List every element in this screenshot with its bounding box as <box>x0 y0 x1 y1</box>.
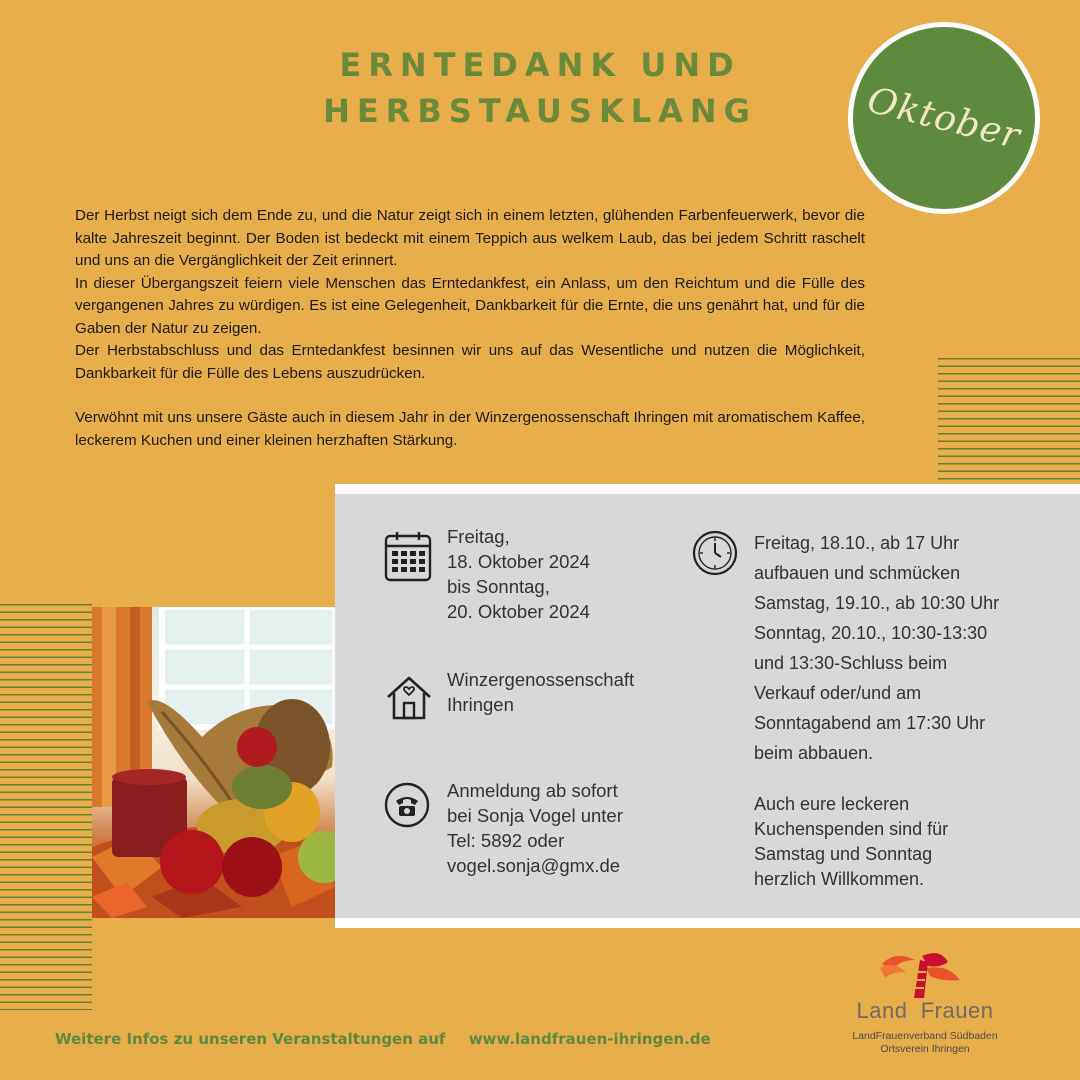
schedule-line: Samstag, 19.10., ab 10:30 Uhr <box>754 593 1000 613</box>
location-line-1: Winzergenossenschaft <box>447 669 635 690</box>
decorative-stripes-left <box>0 598 92 1010</box>
logo-mark-icon <box>830 950 1020 1000</box>
footer-info <box>55 1030 711 1048</box>
phone-icon <box>384 782 430 828</box>
event-location <box>447 667 634 717</box>
event-dates <box>447 524 590 624</box>
logo-word-land: Land <box>856 998 908 1023</box>
title-line-2: HERBSTAUSKLANG <box>323 92 757 130</box>
contact-info <box>447 778 623 878</box>
contact-line-3: Tel: 5892 oder <box>447 830 565 851</box>
page-title <box>210 42 870 134</box>
logo-word-frauen: Frauen <box>920 998 994 1023</box>
contact-line-1: Anmeldung ab sofort <box>447 780 618 801</box>
donation-note <box>754 792 1054 892</box>
clock-icon <box>692 530 738 576</box>
footer-info-text: Weitere Infos zu unseren Veranstaltungen auf <box>55 1030 446 1048</box>
schedule-line: Sonntag, 20.10., 10:30-13:30 <box>754 623 988 643</box>
schedule-list <box>754 528 1054 768</box>
schedule-line: aufbauen und schmücken <box>754 563 961 583</box>
date-line-3: bis Sonntag, <box>447 576 550 597</box>
intro-paragraph-1: Der Herbst neigt sich dem Ende zu, und die Natur zeigt sich in einem letzten, glühenden Farbenfeuerwerk, bevor die kalte Jahreszeit beginnt. Der Boden ist bedeckt mit einem Teppich aus welkem Laub, das bei jedem Schritt raschelt und uns an die Vergänglichkeit der Zeit erinnert. <box>75 207 865 269</box>
logo-wordmark <box>830 998 1020 1024</box>
intro-paragraph-4: Verwöhnt mit uns unsere Gäste auch in diesem Jahr in der Winzergenossenschaft Ihringen mit aromatischem Kaffee, leckerem Kuchen und einer kleinen herzhaften Stärkung. <box>75 409 865 449</box>
donation-line: Kuchenspenden sind für <box>754 819 949 839</box>
month-badge-text: Oktober <box>863 79 1025 157</box>
date-line-1: Freitag, <box>447 526 510 547</box>
intro-paragraph-3: Der Herbstabschluss und das Erntedankfest besinnen wir uns auf das Wesentliche und nutzen die Möglichkeit, Dankbarkeit für die Fülle des Lebens auszudrücken. <box>75 342 865 382</box>
contact-email: vogel.sonja@gmx.de <box>447 855 621 876</box>
title-line-1: ERNTEDANK UND <box>339 46 741 84</box>
date-line-4: 20. Oktober 2024 <box>447 601 590 622</box>
schedule-line: und 13:30-Schluss beim <box>754 653 948 673</box>
schedule-line: Sonntagabend am 17:30 Uhr <box>754 713 986 733</box>
panel-divider <box>335 918 1080 928</box>
date-line-2: 18. Oktober 2024 <box>447 551 590 572</box>
month-badge <box>848 22 1040 214</box>
logo-subtitle <box>830 1030 1020 1056</box>
calendar-icon <box>384 530 432 582</box>
schedule-line: beim abbauen. <box>754 743 874 763</box>
harvest-photo <box>92 607 335 918</box>
donation-line: Samstag und Sonntag <box>754 844 933 864</box>
logo-subtitle-line-1: LandFrauenverband Südbaden <box>852 1030 998 1042</box>
schedule-line: Verkauf oder/und am <box>754 683 922 703</box>
contact-line-2: bei Sonja Vogel unter <box>447 805 623 826</box>
landfrauen-logo <box>830 950 1020 1060</box>
intro-paragraph-2: In dieser Übergangszeit feiern viele Menschen das Erntedankfest, ein Anlass, um den Reichtum und die Fülle des vergangenen Jahres zu würdigen. Es ist eine Gelegenheit, Dankbarkeit für die Ernte, die uns genährt hat, und für die Gaben der Natur zu zeigen. <box>75 274 865 337</box>
house-icon <box>385 673 433 721</box>
decorative-stripes-right <box>938 352 1080 482</box>
website-link[interactable]: www.landfrauen-ihringen.de <box>468 1030 711 1048</box>
donation-line: herzlich Willkommen. <box>754 869 925 889</box>
donation-line: Auch eure leckeren <box>754 794 910 814</box>
schedule-line: Freitag, 18.10., ab 17 Uhr <box>754 533 960 553</box>
intro-text <box>75 205 865 452</box>
logo-subtitle-line-2: Ortsverein Ihringen <box>880 1043 970 1055</box>
location-line-2: Ihringen <box>447 694 514 715</box>
